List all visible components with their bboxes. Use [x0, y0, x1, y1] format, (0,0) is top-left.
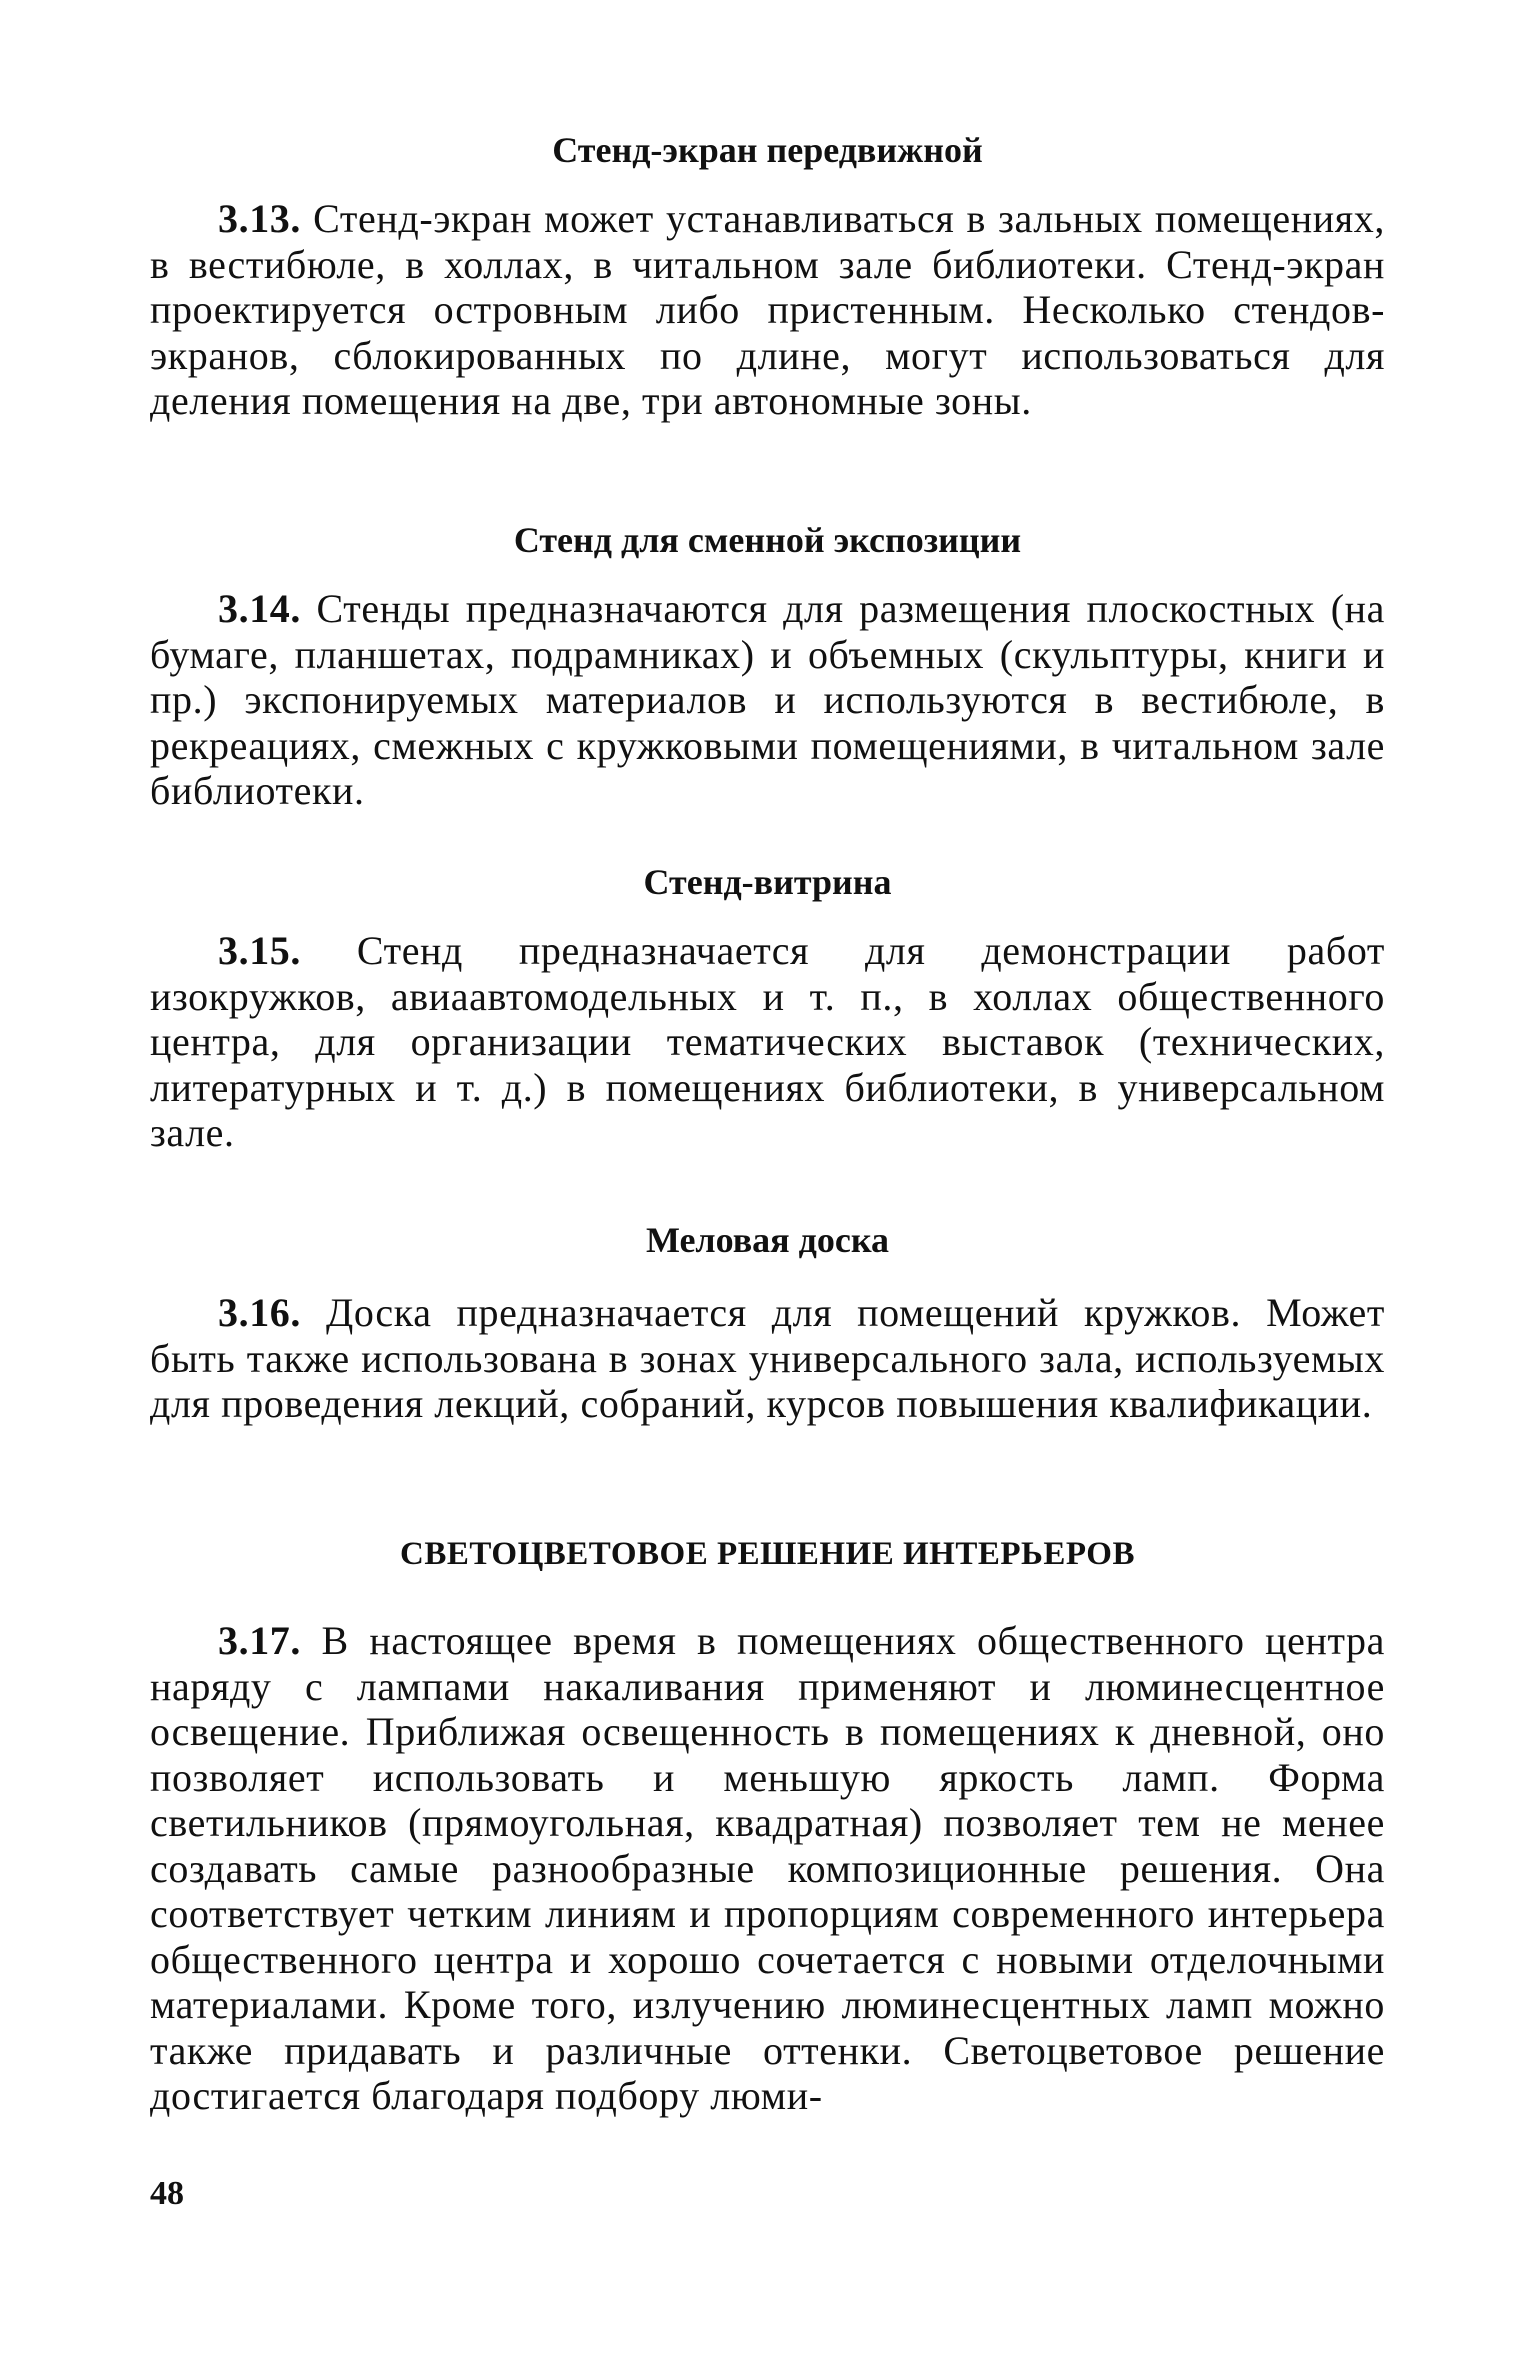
section-heading-showcase-stand: Стенд-витрина [643, 862, 892, 902]
section-heading-chalk-board: Меловая доска [645, 1220, 890, 1260]
paragraph-3-13 [150, 196, 1385, 424]
paragraph-3-17 [150, 1618, 1385, 2119]
chapter-heading-lighting: СВЕТОЦВЕТОВОЕ РЕШЕНИЕ ИНТЕРЬЕРОВ [400, 1536, 1135, 1572]
section-heading-exposition-stand: Стенд для сменной экспозиции [513, 520, 1022, 560]
paragraph-3-16 [150, 1290, 1385, 1427]
paragraph-number: 3.16. [218, 1290, 301, 1335]
paragraph-text: В настоящее время в помещениях общественного центра наряду с лампами накаливания применяют и люминесцентное освещение. Приближая освещенность в помещениях к дневной, оно позволяет использовать и меньшую яркость ламп. Форма светильников (прямоугольная, квадратная) позволяет тем не менее создавать самые разнообразные композиционные решения. Она соответствует четким линиям и пропорциям современного интерьера общественного центра и хорошо сочетается с новыми отделочными материалами. Кроме того, излучению люминесцентных ламп можно также придавать и различные оттенки. Светоцветовое решение достигается благодаря подбору люми- [150, 1618, 1385, 2118]
section-heading-mobile-stand: Стенд-экран передвижной [552, 130, 983, 170]
paragraph-3-14 [150, 586, 1385, 814]
paragraph-number: 3.17. [218, 1618, 301, 1663]
paragraph-text: Стенд предназначается для демонстрации работ изокружков, авиаавтомодельных и т. п., в холлах общественного центра, для организации тематических выставок (технических, литературных и т. д.) в помещениях библиотеки, в универсальном зале. [150, 928, 1385, 1155]
paragraph-text: Доска предназначается для помещений кружков. Может быть также использована в зонах универсального зала, используемых для проведения лекций, собраний, курсов повышения квалификации. [150, 1290, 1385, 1426]
paragraph-number: 3.13. [218, 196, 301, 241]
paragraph-number: 3.15. [218, 928, 301, 973]
paragraph-3-15 [150, 928, 1385, 1156]
paragraph-number: 3.14. [218, 586, 301, 631]
paragraph-text: Стенд-экран может устанавливаться в зальных помещениях, в вестибюле, в холлах, в читальном зале библиотеки. Стенд-экран проектируется островным либо пристенным. Несколько стендов-экранов, сблокированных по длине, могут использоваться для деления помещения на две, три автономные зоны. [150, 196, 1385, 423]
paragraph-text: Стенды предназначаются для размещения плоскостных (на бумаге, планшетах, подрамниках) и объемных (скульптуры, книги и пр.) экспонируемых материалов и используются в вестибюле, в рекреациях, смежных с кружковыми помещениями, в читальном зале библиотеки. [150, 586, 1385, 813]
page-number: 48 [150, 2175, 184, 2212]
